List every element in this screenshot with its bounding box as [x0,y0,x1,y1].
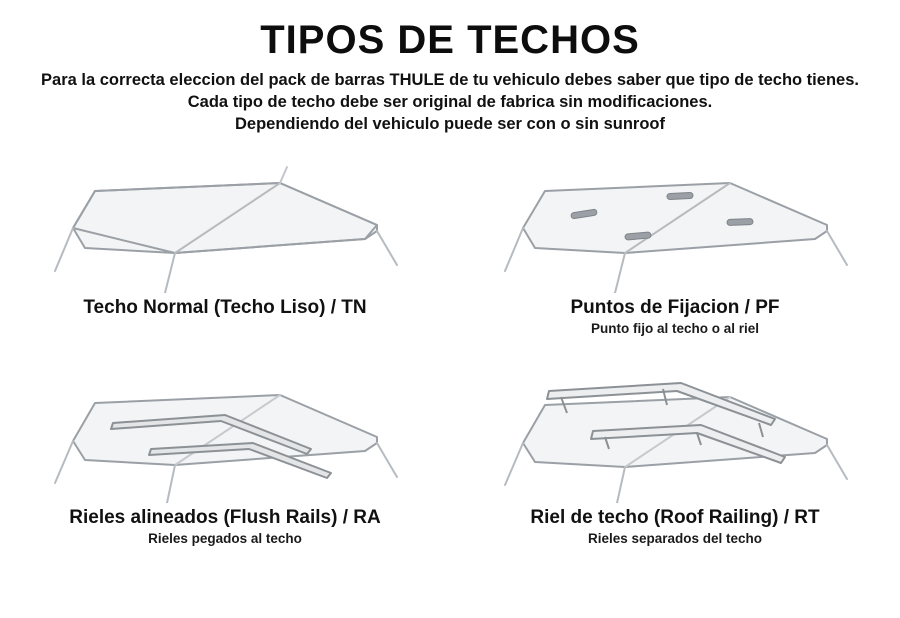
page-title: TIPOS DE TECHOS [260,18,640,62]
intro-line-2: Cada tipo de techo debe ser original de fabrica sin modificaciones. [187,93,713,112]
roof-type-label: Puntos de Fijacion / PF [570,297,780,319]
car-roof-flush-rails-icon [25,353,425,503]
intro-line-3: Dependiendo del vehiculo puede ser con o sin sunroof [235,115,665,134]
roof-type-rieles-alineados [0,353,450,553]
roof-type-label: Techo Normal (Techo Liso) / TN [83,297,367,319]
car-roof-raised-railing-icon [475,353,875,503]
roof-type-techo-normal [0,153,450,353]
roof-type-puntos-fijacion [450,153,900,353]
roof-type-label: Riel de techo (Roof Railing) / RT [530,507,820,529]
poster-root [0,18,900,618]
roof-type-sublabel: Rieles pegados al techo [148,531,302,547]
roof-type-label: Rieles alineados (Flush Rails) / RA [69,507,381,529]
intro-line-1: Para la correcta eleccion del pack de barras THULE de tu vehiculo debes saber que tipo de techo tienes. [41,71,859,89]
roof-types-grid [0,153,900,553]
intro-text [30,69,870,135]
roof-type-sublabel: Rieles separados del techo [587,531,763,547]
roof-type-sublabel: Punto fijo al techo o al riel [590,321,760,337]
roof-type-riel-de-techo [450,353,900,553]
car-roof-fixpoints-icon [475,153,875,293]
car-roof-plain-icon [25,153,425,293]
